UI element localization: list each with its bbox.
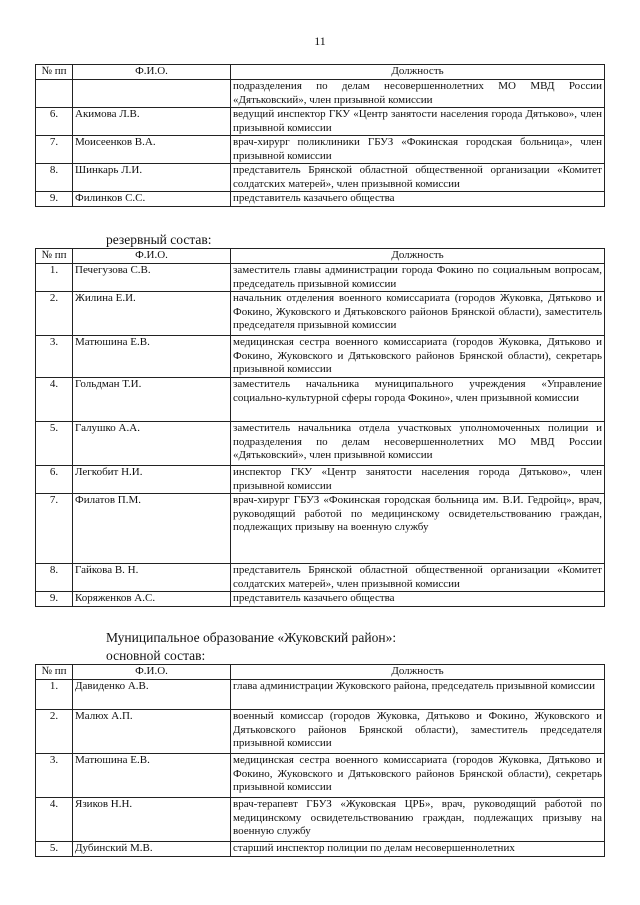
table-row xyxy=(36,108,605,136)
row-number: 2. xyxy=(36,710,73,754)
member-position: военный комиссар (городов Жуковка, Дятьково и Фокино, Жуковского и Дятьковского районов Брянской области), заместитель председателя призывной комиссии xyxy=(231,710,605,754)
header-position: Должность xyxy=(231,65,605,80)
member-position: старший инспектор полиции по делам несовершеннолетних xyxy=(231,842,605,857)
header-name: Ф.И.О. xyxy=(73,665,231,680)
member-name: Давиденко А.В. xyxy=(73,680,231,710)
member-position: представитель казачьего общества xyxy=(231,592,605,607)
header-num: № пп xyxy=(36,665,73,680)
row-number: 4. xyxy=(36,378,73,422)
member-name: Легкобит Н.И. xyxy=(73,466,231,494)
table-row xyxy=(36,136,605,164)
member-name: Дубинский М.В. xyxy=(73,842,231,857)
member-position: заместитель начальника муниципального учреждения «Управление социально-культурной сферы города Фокино», член призывной комиссии xyxy=(231,378,605,422)
row-number: 6. xyxy=(36,108,73,136)
row-number: 7. xyxy=(36,136,73,164)
municipality-heading: Муниципальное образование «Жуковский район»: xyxy=(106,630,397,645)
member-position: начальник отделения военного комиссариата (городов Жуковка, Дятьково и Фокино, Жуковского и Дятьковского районов Брянской области), заместитель председателя призывной комиссии xyxy=(231,292,605,336)
member-name: Печегузова С.В. xyxy=(73,264,231,292)
table-row xyxy=(36,754,605,798)
member-position: врач-хирург ГБУЗ «Фокинская городская больница им. В.И. Гедройц», врач, руководящий работой по медицинскому освидетельствованию граждан, подлежащих призыву на военную службу xyxy=(231,494,605,564)
table-header-row xyxy=(36,665,605,680)
row-number: 1. xyxy=(36,680,73,710)
member-position: заместитель главы администрации города Фокино по социальным вопросам, председатель призывной комиссии xyxy=(231,264,605,292)
row-number: 3. xyxy=(36,754,73,798)
commission-table-continued xyxy=(35,64,605,207)
row-number: 2. xyxy=(36,292,73,336)
row-number: 7. xyxy=(36,494,73,564)
table-row xyxy=(36,680,605,710)
member-name: Малюх А.П. xyxy=(73,710,231,754)
table-row xyxy=(36,336,605,378)
table-row xyxy=(36,292,605,336)
header-position: Должность xyxy=(231,665,605,680)
row-number: 3. xyxy=(36,336,73,378)
table-header-row xyxy=(36,65,605,80)
row-number: 9. xyxy=(36,592,73,607)
table-row xyxy=(36,80,605,108)
header-position: Должность xyxy=(231,249,605,264)
member-position: подразделения по делам несовершеннолетних МО МВД России «Дятьковский», член призывной комиссии xyxy=(231,80,605,108)
page-number: 11 xyxy=(314,34,326,48)
row-number xyxy=(36,80,73,108)
member-position: представитель казачьего общества xyxy=(231,192,605,207)
member-name: Гольдман Т.И. xyxy=(73,378,231,422)
table-row xyxy=(36,422,605,466)
table-row xyxy=(36,592,605,607)
table-row xyxy=(36,378,605,422)
header-name: Ф.И.О. xyxy=(73,65,231,80)
member-name: Акимова Л.В. xyxy=(73,108,231,136)
member-name: Шинкарь Л.И. xyxy=(73,164,231,192)
table-row xyxy=(36,842,605,857)
member-position: инспектор ГКУ «Центр занятости населения города Дятьково», член призывной комиссии xyxy=(231,466,605,494)
row-number: 6. xyxy=(36,466,73,494)
member-position: медицинская сестра военного комиссариата (городов Жуковка, Дятьково и Фокино, Жуковского и Дятьковского районов Брянской области), секретарь призывной комиссии xyxy=(231,336,605,378)
table-row xyxy=(36,192,605,207)
row-number: 9. xyxy=(36,192,73,207)
member-position: ведущий инспектор ГКУ «Центр занятости населения города Дятьково», член призывной комиссии xyxy=(231,108,605,136)
table-header-row xyxy=(36,249,605,264)
table-row xyxy=(36,164,605,192)
member-name: Филатов П.М. xyxy=(73,494,231,564)
member-position: врач-хирург поликлиники ГБУЗ «Фокинская городская больница», член призывной комиссии xyxy=(231,136,605,164)
row-number: 5. xyxy=(36,842,73,857)
member-position: заместитель начальника отдела участковых уполномоченных полиции и подразделения по делам несовершеннолетних МО МВД России «Дятьковский», член призывной комиссии xyxy=(231,422,605,466)
row-number: 5. xyxy=(36,422,73,466)
header-name: Ф.И.О. xyxy=(73,249,231,264)
member-position: представитель Брянской областной общественной организации «Комитет солдатских матерей», член призывной комиссии xyxy=(231,164,605,192)
table-row xyxy=(36,264,605,292)
member-name: Жилина Е.И. xyxy=(73,292,231,336)
table-row xyxy=(36,494,605,564)
table-row xyxy=(36,710,605,754)
member-name: Коряженков А.С. xyxy=(73,592,231,607)
header-num: № пп xyxy=(36,249,73,264)
member-name xyxy=(73,80,231,108)
member-position: врач-терапевт ГБУЗ «Жуковская ЦРБ», врач, руководящий работой по медицинскому освидетельствованию граждан, подлежащих призыву на военную службу xyxy=(231,798,605,842)
member-name: Филинков С.С. xyxy=(73,192,231,207)
member-name: Гайкова В. Н. xyxy=(73,564,231,592)
header-num: № пп xyxy=(36,65,73,80)
table-row xyxy=(36,798,605,842)
table-row xyxy=(36,466,605,494)
member-position: глава администрации Жуковского района, председатель призывной комиссии xyxy=(231,680,605,710)
main-composition-table xyxy=(35,664,605,857)
row-number: 4. xyxy=(36,798,73,842)
member-name: Матюшина Е.В. xyxy=(73,754,231,798)
member-name: Моисеенков В.А. xyxy=(73,136,231,164)
member-position: медицинская сестра военного комиссариата (городов Жуковка, Дятьково и Фокино, Жуковского и Дятьковского районов Брянской области), секретарь призывной комиссии xyxy=(231,754,605,798)
row-number: 8. xyxy=(36,564,73,592)
table-row xyxy=(36,564,605,592)
member-position: представитель Брянской областной общественной организации «Комитет солдатских матерей», член призывной комиссии xyxy=(231,564,605,592)
row-number: 8. xyxy=(36,164,73,192)
member-name: Матюшина Е.В. xyxy=(73,336,231,378)
member-name: Галушко А.А. xyxy=(73,422,231,466)
reserve-composition-table xyxy=(35,248,605,607)
main-composition-heading: основной состав: xyxy=(106,648,206,663)
row-number: 1. xyxy=(36,264,73,292)
member-name: Язиков Н.Н. xyxy=(73,798,231,842)
reserve-heading: резервный состав: xyxy=(106,232,212,247)
